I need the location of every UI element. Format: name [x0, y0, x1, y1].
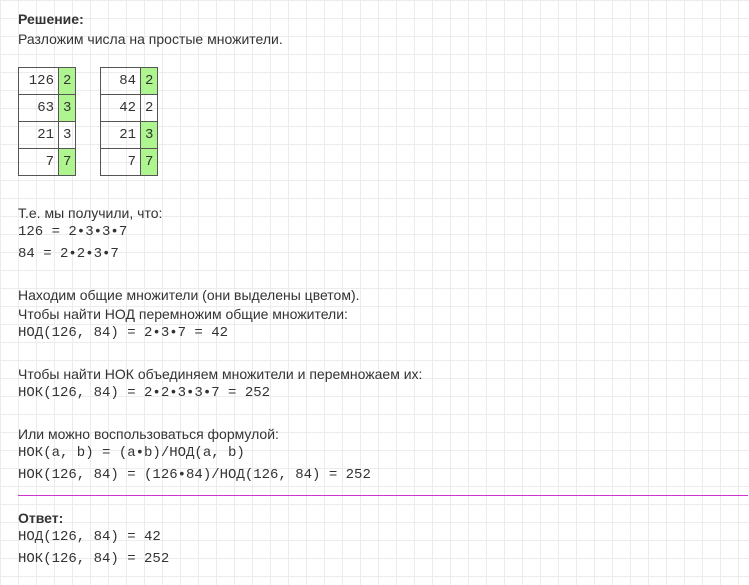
- answer-divider: [18, 495, 748, 496]
- factor-cell: 2: [141, 95, 158, 122]
- dividend-cell: 42: [101, 95, 141, 122]
- answer-lcm: НОК(126, 84) = 252: [18, 551, 170, 567]
- factor-row: [19, 149, 76, 176]
- alt-text: Или можно воспользоваться формулой:: [18, 426, 279, 442]
- factor-row: [101, 68, 158, 95]
- factor-row: [19, 122, 76, 149]
- factor-cell: 3: [59, 122, 76, 149]
- factor-table-126: [18, 67, 76, 176]
- common-factor-cell: 2: [59, 68, 76, 95]
- factorization-84: 84 = 2•2•3•7: [18, 246, 119, 262]
- result-lead: Т.е. мы получили, что:: [18, 205, 163, 221]
- answer-gcd: НОД(126, 84) = 42: [18, 529, 161, 545]
- alt-formula-general: НОК(a, b) = (a•b)/НОД(a, b): [18, 445, 245, 461]
- factor-row: [101, 95, 158, 122]
- dividend-cell: 7: [19, 149, 59, 176]
- factor-table-84: [100, 67, 158, 176]
- common-factor-cell: 2: [141, 68, 158, 95]
- dividend-cell: 126: [19, 68, 59, 95]
- dividend-cell: 21: [19, 122, 59, 149]
- solution-heading: Решение:: [18, 11, 84, 27]
- common-factor-cell: 7: [59, 149, 76, 176]
- common-factor-cell: 3: [59, 95, 76, 122]
- alt-formula-specific: НОК(126, 84) = (126•84)/НОД(126, 84) = 252: [18, 467, 371, 483]
- lcm-text: Чтобы найти НОК объединяем множители и перемножаем их:: [18, 366, 423, 382]
- gcd-text-1: Находим общие множители (они выделены цветом).: [18, 287, 360, 303]
- factor-row: [101, 149, 158, 176]
- lcm-formula: НОК(126, 84) = 2•2•3•3•7 = 252: [18, 385, 271, 401]
- dividend-cell: 84: [101, 68, 141, 95]
- common-factor-cell: 7: [141, 149, 158, 176]
- intro-text: Разложим числа на простые множители.: [18, 31, 283, 47]
- dividend-cell: 21: [101, 122, 141, 149]
- factor-row: [101, 122, 158, 149]
- answer-heading: Ответ:: [18, 510, 64, 526]
- gcd-formula: НОД(126, 84) = 2•3•7 = 42: [18, 325, 229, 341]
- factor-row: [19, 68, 76, 95]
- gcd-text-2: Чтобы найти НОД перемножим общие множители:: [18, 306, 348, 322]
- dividend-cell: 7: [101, 149, 141, 176]
- dividend-cell: 63: [19, 95, 59, 122]
- factor-row: [19, 95, 76, 122]
- factorization-126: 126 = 2•3•3•7: [18, 224, 128, 240]
- common-factor-cell: 3: [141, 122, 158, 149]
